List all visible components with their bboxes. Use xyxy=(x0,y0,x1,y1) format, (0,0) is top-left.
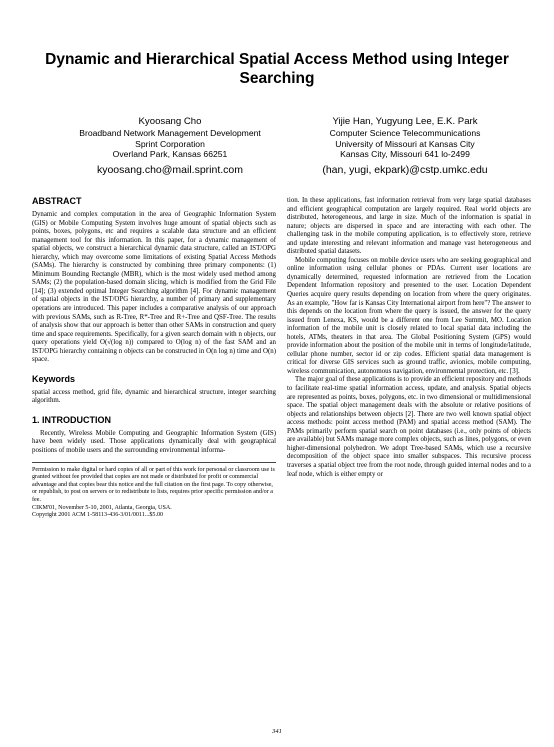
copyright-notice xyxy=(32,462,276,520)
left-column xyxy=(32,196,276,520)
copyright-venue: CIKM'01, November 5-10, 2001, Atlanta, Georgia, USA. xyxy=(32,504,172,511)
author-affiliation: Broadband Network Management Development xyxy=(79,128,261,138)
paper-title: Dynamic and Hierarchical Spatial Access Method using Integer Searching xyxy=(45,51,509,87)
author-address: Kansas City, Missouri 641 lo-2499 xyxy=(340,149,470,160)
author-email: kyoosang.cho@mail.sprint.com xyxy=(96,163,244,176)
page-number: 341 xyxy=(272,728,282,735)
body-paragraph-1: tion. In these applications, fast information retrieval from very large spatial databases and efficient geographical computation are largely required. Real world objects are distributed, heterogeneous, and large in size. Much of the information is spatial in nature; objects are dispersed in space and are interacting with each other. The challenging task in the mobile computing application, is to effectively store, retrieve and update interesting and relevant information and manage vast heterogeneous and distributed spatial datasets. xyxy=(287,197,531,256)
right-column xyxy=(287,197,531,479)
body-paragraph-2: Mobile computing focuses on mobile device users who are seeking geographical and online information using cellular phones or PDAs. Current user locations are dynamically determined, requested information are retrieved from the Location Dependent Information repository and presented to the user. Location Dependent Queries acquire query results depending on location from where the query originates. As an example, "How far is Kansas City International airport from here"? The answer to this depends on the location from where the query is issued, the answer for the query issued from Lenexa, KS, would be a different one from Lee Summit, MO. Location information of the mobile unit is closely related to local spatial data including the hotels, ATMs, theaters in that area. The Global Positioning System (GPS) would provide information about the position of the mobile unit in terms of longitude/latitude, cellular phone number, sector id or zip codes. Efficient spatial data management is critical for diverse GIS services such as ground traffic, avionics, mobile computing, wireless communication, autonomous navigation, environmental protection, etc. [3]. xyxy=(287,256,531,375)
author-names: Yijie Han, Yugyung Lee, E.K. Park xyxy=(332,116,478,127)
introduction-heading: 1. INTRODUCTION xyxy=(32,414,112,425)
author-department: Computer Science Telecommunications xyxy=(329,128,481,138)
author-address: Overland Park, Kansas 66251 xyxy=(112,149,228,160)
abstract-heading: ABSTRACT xyxy=(32,196,82,206)
author-organization: Sprint Corporation xyxy=(135,138,205,149)
keywords-heading: Keywords xyxy=(32,373,76,384)
introduction-paragraph: Recently, Wireless Mobile Computing and Geographic Information System (GIS) have been widely used. Those applications dynamically deal with geographical positions of mobile users and the surrounding environmental informa- xyxy=(32,429,276,455)
keywords-text: spatial access method, grid file, dynamic and hierarchical structure, integer searching algorithm. xyxy=(32,388,276,405)
author-block-left xyxy=(55,116,285,177)
body-paragraph-3: The major goal of these applications is to provide an efficient repository and methods to facilitate real-time spatial information access, update, and analysis. Spatial objects are represented as points, boxes, polygons, etc. in two dimensional or multidimensional space. The spatial object management deals with the absolute or relative positions of objects and relationships between objects [2]. There are two well known spatial object access methods: point access method (PAM) and spatial access method (SAM). The PAMs primarily perform spatial search on point databases (i.e., only points of objects are available) but SAMs manage more complex objects, such as lines, polygons, or even higher-dimensional polyhedron. We adopt Tree-based SAMs, which use a recursive decomposition of the object space into smaller subspaces. This recursive process traverses a spatial object tree from the root node, through guided internal nodes and to a leaf node, which is either empty or xyxy=(287,376,531,478)
author-organization: University of Missouri at Kansas City xyxy=(335,138,475,149)
author-name: Kyoosang Cho xyxy=(138,116,202,127)
author-block-right xyxy=(290,116,520,177)
author-email: (han, yugi, ekpark)@cstp.umkc.edu xyxy=(322,163,488,176)
abstract-text: Dynamic and complex computation in the area of Geographic Information System (GIS) or Mobile Computing System involves huge amount of spatial objects such as points, boxes, polygons, etc and requires a scalable data structure and an efficient management tool for this information. In this paper, for a dynamic management of spatial objects, we construct a hierarchical dynamic data structure, called an IST/OPG hierarchy, which may overcome some limitations of existing Spatial Access Methods (SAMs). The hierarchy is constructed by combining three primary components: (1) Minimum Bounding Rectangle (MBR), which is the most widely used method among SAMs; (2) the population-based domain slicing, which is modified from the Grid File [14]; (3) extended optimal Integer Searching algorithm [4]. For dynamic management of spatial objects in the IST/OPG hierarchy, a number of primary and supplementary operations are introduced. This paper includes a comparative analysis of our approach with previous SAMs, such as R-Tree, R*-Tree and R+-Tree and QSF-Tree. The results of analysis show that our approach is better than other SAMs in construction and query time and space requirements. Specifically, for a given search domain with n objects, our query operations yield O(√(log n)) compared to O(log n) of the fast SAM and an IST/OPG hierarchy containing n objects can be constructed in O(n log n) time and O(n) space. xyxy=(32,211,276,364)
copyright-line: Copyright 2001 ACM 1-58113-436-3/01/0011...$5.00 xyxy=(32,512,164,519)
copyright-permission: Permission to make digital or hard copies of all or part of this work for personal or classroom use is granted without fee provided that copies are not made or distributed for profit or commercial advantage and that copies bear this notice and the full citation on the first page. To copy otherwise, or republish, to post on servers or to redistribute to lists, requires prior specific permission and/or a fee. xyxy=(32,466,275,503)
